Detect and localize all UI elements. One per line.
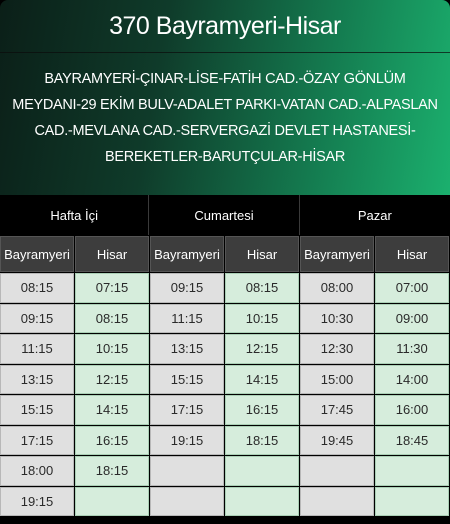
time-cell: 19:45	[300, 426, 374, 456]
column-header-bayramyeri: Bayramyeri	[150, 236, 224, 272]
schedule-column	[150, 273, 224, 524]
time-cell: 16:00	[375, 395, 449, 425]
time-cell: 12:15	[225, 334, 299, 364]
schedule-column	[0, 273, 74, 524]
empty-cell	[150, 487, 224, 517]
time-cell: 17:15	[0, 426, 74, 456]
day-header-weekday: Hafta İçi	[50, 207, 99, 223]
column-header-hisar: Hisar	[225, 236, 299, 272]
time-cell: 09:15	[150, 273, 224, 303]
day-header-sunday: Pazar	[299, 195, 450, 235]
time-cell: 11:15	[0, 334, 74, 364]
time-cell: 08:00	[300, 273, 374, 303]
column-header-bayramyeri: Bayramyeri	[300, 236, 374, 272]
time-cell: 07:00	[375, 273, 449, 303]
schedule-column	[300, 273, 374, 524]
time-cell: 17:45	[300, 395, 374, 425]
column-header-hisar: Hisar	[375, 236, 449, 272]
time-cell: 14:15	[225, 365, 299, 395]
day-header-saturday: Cumartesi	[148, 195, 298, 235]
time-cell: 11:15	[150, 304, 224, 334]
time-cell: 16:15	[225, 395, 299, 425]
day-headers	[0, 195, 450, 235]
time-cell: 18:15	[225, 426, 299, 456]
column-header-bayramyeri: Bayramyeri	[0, 236, 74, 272]
title-divider	[0, 52, 450, 53]
empty-cell	[375, 487, 449, 517]
time-cell: 09:00	[375, 304, 449, 334]
time-cell: 12:15	[75, 365, 149, 395]
schedule-column	[75, 273, 149, 524]
time-cell: 19:15	[150, 426, 224, 456]
empty-cell	[300, 456, 374, 486]
time-cell: 08:15	[225, 273, 299, 303]
route-description: BAYRAMYERİ-ÇINAR-LİSE-FATİH CAD.-ÖZAY GÖNLÜM MEYDANI-29 EKİM BULV-ADALET PARKI-VATAN CAD.-ALPASLAN CAD.-MEVLANA CAD.-SERVERGAZİ DEVLET HASTANESİ-BEREKETLER-BARUTÇULAR-HİSAR	[12, 71, 438, 165]
time-cell: 19:15	[0, 487, 74, 517]
empty-cell	[150, 456, 224, 486]
time-cell: 07:15	[75, 273, 149, 303]
schedule-column	[225, 273, 299, 524]
time-cell: 12:30	[300, 334, 374, 364]
page-title: 370 Bayramyeri-Hisar	[109, 12, 341, 40]
time-cell: 18:45	[375, 426, 449, 456]
schedule-grid	[0, 273, 450, 524]
column-header-hisar: Hisar	[75, 236, 149, 272]
empty-cell	[225, 487, 299, 517]
time-cell: 15:00	[300, 365, 374, 395]
time-cell: 18:15	[75, 456, 149, 486]
empty-cell	[300, 487, 374, 517]
schedule-column	[375, 273, 449, 524]
empty-cell	[225, 456, 299, 486]
empty-cell	[75, 487, 149, 517]
time-cell: 15:15	[150, 365, 224, 395]
column-headers	[0, 236, 450, 272]
time-cell: 10:30	[300, 304, 374, 334]
header	[0, 0, 450, 195]
time-cell: 18:00	[0, 456, 74, 486]
time-cell: 08:15	[0, 273, 74, 303]
time-cell: 16:15	[75, 426, 149, 456]
time-cell: 11:30	[375, 334, 449, 364]
time-cell: 15:15	[0, 395, 74, 425]
time-cell: 08:15	[75, 304, 149, 334]
empty-cell	[375, 456, 449, 486]
time-cell: 14:15	[75, 395, 149, 425]
time-cell: 13:15	[150, 334, 224, 364]
time-cell: 10:15	[75, 334, 149, 364]
time-cell: 17:15	[150, 395, 224, 425]
time-cell: 09:15	[0, 304, 74, 334]
time-cell: 10:15	[225, 304, 299, 334]
time-cell: 13:15	[0, 365, 74, 395]
time-cell: 14:00	[375, 365, 449, 395]
